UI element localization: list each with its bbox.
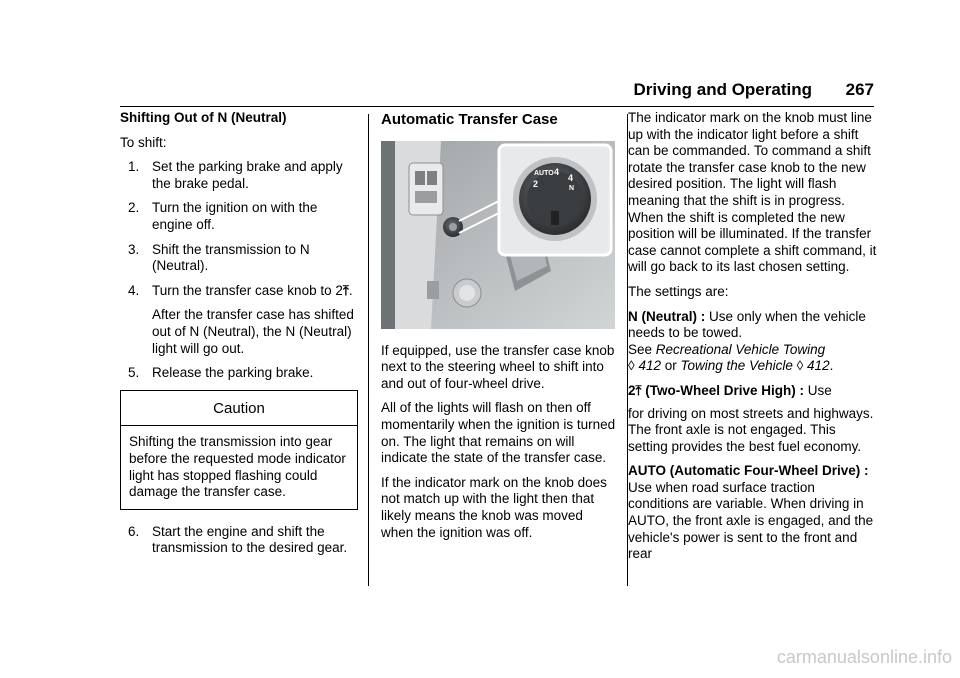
setting-auto: AUTO (Automatic Four-Wheel Drive) : Use when road surface traction conditions are variable. When driving in AUTO, the front axle is engaged, and the vehicle's power is sent to the front and rear: [628, 463, 874, 562]
section-heading-neutral: Shifting Out of N (Neutral): [120, 110, 287, 125]
column-middle: [381, 110, 616, 549]
column-divider: [368, 114, 369, 586]
page-ref-icon: ◊: [628, 358, 635, 374]
setting-term: 2⤒ (Two-Wheel Drive High) :: [628, 382, 804, 398]
intro-text: To shift:: [120, 134, 167, 150]
knob-illustration: [381, 141, 615, 329]
watermark: carmanualsonline.info: [776, 647, 952, 668]
page-header: [120, 80, 874, 107]
steps-list: [120, 159, 358, 382]
step-note: After the transfer case has shifted out of N (Neutral), the N (Neutral) light will go out.: [152, 307, 354, 356]
list-item: 4. Turn the transfer case knob to 2⤒. After the transfer case has shifted out of N (Neutral), the N (Neutral) light will go out.: [120, 283, 358, 357]
paragraph: If the indicator mark on the knob does not match up with the light then that likely means the knob was moved when the ignition was off.: [381, 474, 607, 540]
paragraph: The settings are:: [628, 283, 729, 299]
knob-label-auto: AUTO: [534, 169, 554, 177]
two-high-symbol-icon: ⤒: [342, 282, 349, 298]
knob-label-four-low: 4: [568, 172, 574, 183]
paragraph: All of the lights will flash on then off momentarily when the ignition is turned on. The light that remains on will indicate the state of the transfer case.: [381, 400, 616, 466]
steps-list-continued: [120, 524, 358, 557]
list-item: 2. Turn the ignition on with the engine off.: [128, 200, 318, 232]
setting-neutral: N (Neutral) : Use only when the vehicle needs to be towed. See Recreational Vehicle Towing ◊ 412 or Towing the Vehicle ◊ 412.: [628, 308, 866, 374]
knob-label-n: N: [569, 184, 575, 192]
knob-label-two: 2: [533, 178, 539, 189]
column-right: [628, 110, 878, 571]
caution-title: Caution: [213, 399, 265, 417]
caution-divider: [121, 425, 357, 426]
list-item: 6. Start the engine and shift the transmission to the desired gear.: [128, 523, 348, 556]
list-item: 3. Shift the transmission to N (Neutral).: [128, 241, 310, 274]
page-number: 267: [845, 80, 874, 99]
section-heading-transfer-case: Automatic Transfer Case: [381, 111, 558, 128]
cross-reference-link[interactable]: Towing the Vehicle: [680, 358, 793, 374]
setting-term: N (Neutral) :: [628, 308, 706, 324]
caution-body: Shifting the transmission into gear before the requested mode indicator light has stopped flashing could damage the transfer case.: [129, 434, 346, 500]
setting-two-high: 2⤒ (Two-Wheel Drive High) : Use for driving on most streets and highways. The front axle is not engaged. This setting provides the best fuel economy.: [628, 382, 874, 454]
two-high-symbol-icon: ⤒: [635, 382, 642, 398]
section-title: Driving and Operating: [633, 80, 812, 99]
paragraph: If equipped, use the transfer case knob next to the steering wheel to shift into and out of four-wheel drive.: [381, 342, 615, 391]
column-left: [120, 110, 358, 565]
transfer-case-knob-photo: [381, 141, 615, 329]
caution-box: [120, 390, 358, 510]
paragraph: The indicator mark on the knob must line up with the indicator light before a shift can be commanded. To command a shift rotate the transfer case knob to the new desired position. The light will flash meaning that the shift is in progress. When the shift is completed the new position will be illuminated. If the transfer case cannot complete a shift command, it will go back to its last chosen setting.: [628, 110, 877, 275]
setting-term: AUTO (Automatic Four-Wheel Drive) :: [628, 463, 869, 479]
list-item: 5. Release the parking brake.: [128, 365, 314, 381]
page-ref-icon: ◊: [796, 358, 804, 374]
knob-label-four-high: 4: [554, 166, 560, 177]
list-item: 1. Set the parking brake and apply the brake pedal.: [128, 159, 343, 191]
cross-reference-link[interactable]: Recreational Vehicle Towing: [655, 341, 826, 357]
